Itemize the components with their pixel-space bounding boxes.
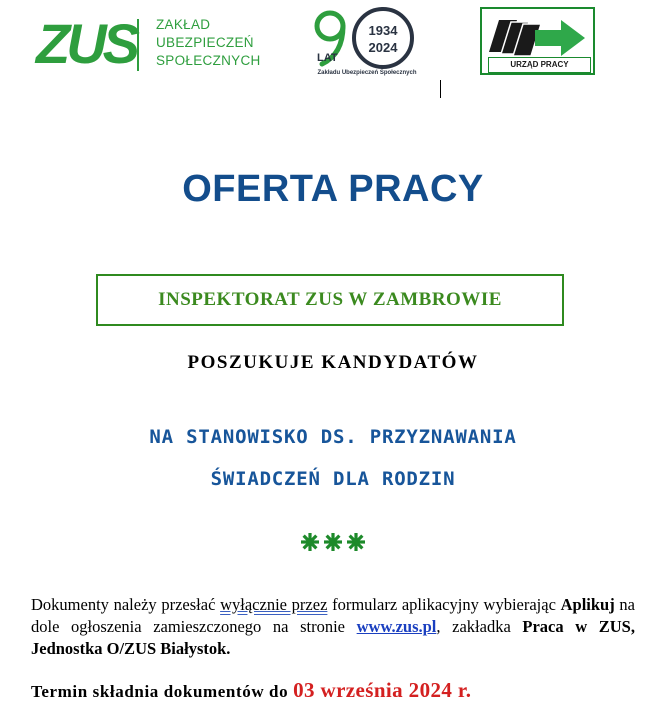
zus-logo [36, 12, 271, 75]
position-line-1: NA STANOWISKO DS. PRZYZNAWANIA [149, 426, 517, 448]
asterisk-icon [300, 532, 366, 552]
unit-box: INSPEKTORAT ZUS W ZAMBROWIE [96, 274, 564, 326]
anniversary-logo [312, 4, 422, 84]
anniversary-lat: LAT [317, 52, 338, 64]
urzad-pracy-emblem-icon [487, 14, 588, 56]
underlined-text: wyłącznie przez [220, 595, 328, 614]
separator-stars [0, 528, 650, 555]
zus-logo-line: SPOŁECZNYCH [156, 53, 261, 68]
anniversary-caption: Zakładu Ubezpieczeń Społecznych [317, 70, 417, 76]
deadline-label: Termin składnia dokumentów do [31, 682, 294, 701]
zus-logo-text [156, 16, 261, 70]
seeking-heading: POSZUKUJE KANDYDATÓW [187, 352, 479, 373]
deadline [31, 678, 471, 703]
zus-website-link[interactable]: www.zus.pl [356, 617, 437, 636]
zus-logo-divider [137, 19, 139, 71]
instructions-paragraph: Dokumenty należy przesłać wyłącznie przez formularz aplikacyjny wybierając Aplikuj na dole ogłoszenia zamieszczonego na stronie www.zus.pl, zakładka Praca w ZUS, Jednostka O/ZUS Białystok. [31, 595, 635, 658]
anniversary-years: 1934 2024 [368, 23, 398, 55]
text-cursor [440, 80, 441, 98]
deadline-date: 03 września 2024 r. [293, 678, 472, 702]
zus-logo-line: ZAKŁAD [156, 17, 211, 32]
zus-logo-mark: ZUS [36, 12, 136, 75]
urzad-pracy-caption: URZĄD PRACY [488, 57, 591, 73]
zus-logo-line: UBEZPIECZEŃ [156, 35, 254, 50]
page-title: OFERTA PRACY [182, 168, 484, 210]
position-line-2: ŚWIADCZEŃ DLA RODZIN [210, 468, 456, 490]
aplikuj-text: Aplikuj [560, 595, 615, 614]
tab-name-text: Praca w ZUS, Jednostka O/ZUS Białystok. [31, 617, 635, 658]
urzad-pracy-logo [480, 7, 595, 75]
